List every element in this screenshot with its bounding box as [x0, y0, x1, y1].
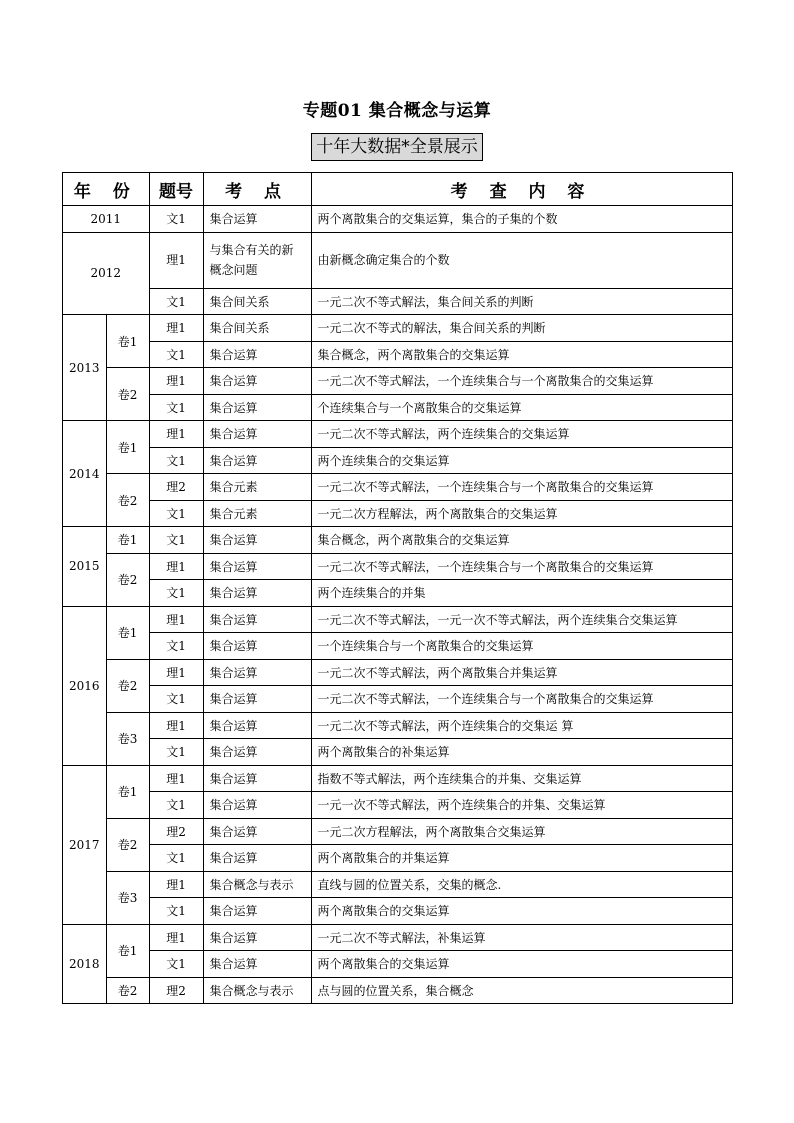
table-row [63, 421, 733, 448]
volume-cell: 卷1 [106, 924, 149, 977]
topic-cell: 集合运算 [203, 765, 311, 792]
table-row [63, 341, 733, 368]
question-cell: 文1 [149, 447, 203, 474]
year-cell: 2015 [63, 527, 107, 607]
table-row [63, 845, 733, 872]
table-row [63, 924, 733, 951]
content-cell: 指数不等式解法，两个连续集合的并集、交集运算 [311, 765, 732, 792]
question-cell: 文1 [149, 527, 203, 554]
table-row [63, 232, 733, 288]
table-row [63, 394, 733, 421]
topic-cell: 集合运算 [203, 633, 311, 660]
content-cell: 一元二次方程解法，两个离散集合交集运算 [311, 818, 732, 845]
topic-cell: 集合运算 [203, 898, 311, 925]
content-cell: 点与圆的位置关系，集合概念 [311, 977, 732, 1004]
topic-cell: 集合概念与表示 [203, 871, 311, 898]
question-cell: 理2 [149, 818, 203, 845]
year-cell: 2016 [63, 606, 107, 765]
topic-cell: 集合运算 [203, 951, 311, 978]
table-row [63, 368, 733, 395]
content-cell: 直线与圆的位置关系，交集的概念. [311, 871, 732, 898]
topic-cell: 集合运算 [203, 527, 311, 554]
content-cell: 一元二次不等式解法，一个连续集合与一个离散集合的交集运算 [311, 368, 732, 395]
table-row [63, 792, 733, 819]
question-cell: 文1 [149, 845, 203, 872]
table-header-row [63, 173, 733, 206]
volume-cell: 卷2 [106, 368, 149, 421]
volume-cell: 卷1 [106, 315, 149, 368]
year-cell: 2012 [63, 232, 150, 315]
topic-cell: 集合运算 [203, 553, 311, 580]
year-cell: 2014 [63, 421, 107, 527]
subtitle-wrap [0, 133, 794, 161]
header-content: 考 查 内 容 [311, 173, 732, 206]
volume-cell: 卷2 [106, 659, 149, 712]
year-cell: 2013 [63, 315, 107, 421]
topic-cell: 集合运算 [203, 818, 311, 845]
question-cell: 理1 [149, 765, 203, 792]
year-cell: 2018 [63, 924, 107, 1004]
table-row [63, 686, 733, 713]
question-cell: 理1 [149, 368, 203, 395]
topic-cell: 集合运算 [203, 924, 311, 951]
content-cell: 一元二次不等式解法，补集运算 [311, 924, 732, 951]
question-cell: 理1 [149, 871, 203, 898]
content-cell: 两个离散集合的并集运算 [311, 845, 732, 872]
question-cell: 文1 [149, 394, 203, 421]
table-row [63, 659, 733, 686]
header-topic: 考 点 [203, 173, 311, 206]
content-cell: 一元二次不等式解法，集合间关系的判断 [311, 288, 732, 315]
volume-cell: 卷1 [106, 606, 149, 659]
question-cell: 理1 [149, 553, 203, 580]
question-cell: 文1 [149, 898, 203, 925]
table-row [63, 474, 733, 501]
question-cell: 理2 [149, 474, 203, 501]
content-cell: 两个离散集合的补集运算 [311, 739, 732, 766]
topic-cell: 集合运算 [203, 845, 311, 872]
topic-cell: 集合运算 [203, 206, 311, 233]
content-cell: 两个连续集合的并集 [311, 580, 732, 607]
content-cell: 一元二次不等式解法，两个连续集合的交集运 算 [311, 712, 732, 739]
year-cell: 2011 [63, 206, 150, 233]
content-cell: 一元二次不等式解法，一个连续集合与一个离散集合的交集运算 [311, 553, 732, 580]
content-cell: 一个连续集合与一个离散集合的交集运算 [311, 633, 732, 660]
content-cell: 一元二次不等式解法，两个离散集合并集运算 [311, 659, 732, 686]
content-cell: 集合概念，两个离散集合的交集运算 [311, 527, 732, 554]
content-cell: 由新概念确定集合的个数 [311, 232, 732, 288]
content-cell: 两个连续集合的交集运算 [311, 447, 732, 474]
table-row [63, 206, 733, 233]
header-year: 年 份 [63, 173, 150, 206]
topic-cell: 集合运算 [203, 447, 311, 474]
content-cell: 一元二次不等式解法，两个连续集合的交集运算 [311, 421, 732, 448]
volume-cell: 卷1 [106, 527, 149, 554]
table-row [63, 633, 733, 660]
question-cell: 理1 [149, 606, 203, 633]
header-question: 题号 [149, 173, 203, 206]
volume-cell: 卷3 [106, 712, 149, 765]
question-cell: 理1 [149, 924, 203, 951]
question-cell: 文1 [149, 686, 203, 713]
table-row [63, 898, 733, 925]
content-cell: 一元二次不等式解法，一元一次不等式解法，两个连续集合交集运算 [311, 606, 732, 633]
table-row [63, 553, 733, 580]
question-cell: 文1 [149, 951, 203, 978]
topic-cell: 集合运算 [203, 659, 311, 686]
topic-cell: 集合运算 [203, 739, 311, 766]
table-row [63, 606, 733, 633]
table-row [63, 977, 733, 1004]
question-cell: 文1 [149, 633, 203, 660]
topic-cell: 集合运算 [203, 606, 311, 633]
content-cell: 一元二次不等式解法，一个连续集合与一个离散集合的交集运算 [311, 686, 732, 713]
content-cell: 一元二次方程解法，两个离散集合的交集运算 [311, 500, 732, 527]
table-row [63, 712, 733, 739]
topic-cell: 集合运算 [203, 580, 311, 607]
question-cell: 文1 [149, 792, 203, 819]
topic-cell: 集合运算 [203, 341, 311, 368]
content-cell: 个连续集合与一个离散集合的交集运算 [311, 394, 732, 421]
subtitle-box: 十年大数据*全景展示 [311, 133, 483, 161]
question-cell: 理2 [149, 977, 203, 1004]
content-cell: 两个离散集合的交集运算，集合的子集的个数 [311, 206, 732, 233]
volume-cell: 卷2 [106, 553, 149, 606]
question-cell: 文1 [149, 206, 203, 233]
table-row [63, 765, 733, 792]
exam-table [62, 172, 733, 1004]
question-cell: 文1 [149, 739, 203, 766]
topic-cell: 集合概念与表示 [203, 977, 311, 1004]
table-row [63, 447, 733, 474]
topic-cell: 集合运算 [203, 686, 311, 713]
volume-cell: 卷1 [106, 765, 149, 818]
document-title: 专题01 集合概念与运算 [302, 101, 492, 121]
table-row [63, 315, 733, 342]
topic-cell: 与集合有关的新概念问题 [203, 232, 311, 288]
table-row [63, 951, 733, 978]
topic-cell: 集合运算 [203, 421, 311, 448]
topic-cell: 集合运算 [203, 368, 311, 395]
topic-cell: 集合元素 [203, 474, 311, 501]
content-cell: 集合概念，两个离散集合的交集运算 [311, 341, 732, 368]
content-cell: 两个离散集合的交集运算 [311, 898, 732, 925]
volume-cell: 卷2 [106, 818, 149, 871]
question-cell: 文1 [149, 341, 203, 368]
content-cell: 两个离散集合的交集运算 [311, 951, 732, 978]
year-cell: 2017 [63, 765, 107, 924]
table-row [63, 288, 733, 315]
topic-cell: 集合运算 [203, 712, 311, 739]
question-cell: 理1 [149, 315, 203, 342]
topic-cell: 集合运算 [203, 792, 311, 819]
topic-cell: 集合间关系 [203, 288, 311, 315]
content-cell: 一元一次不等式解法，两个连续集合的并集、交集运算 [311, 792, 732, 819]
table-row [63, 871, 733, 898]
volume-cell: 卷2 [106, 977, 149, 1004]
volume-cell: 卷3 [106, 871, 149, 924]
question-cell: 文1 [149, 500, 203, 527]
content-cell: 一元二次不等式的解法，集合间关系的判断 [311, 315, 732, 342]
table-row [63, 818, 733, 845]
table-row [63, 527, 733, 554]
question-cell: 文1 [149, 288, 203, 315]
question-cell: 理1 [149, 659, 203, 686]
table-row [63, 739, 733, 766]
topic-cell: 集合元素 [203, 500, 311, 527]
question-cell: 理1 [149, 421, 203, 448]
table-row [63, 580, 733, 607]
volume-cell: 卷1 [106, 421, 149, 474]
table-row [63, 500, 733, 527]
content-cell: 一元二次不等式解法，一个连续集合与一个离散集合的交集运算 [311, 474, 732, 501]
question-cell: 理1 [149, 232, 203, 288]
question-cell: 理1 [149, 712, 203, 739]
topic-cell: 集合运算 [203, 394, 311, 421]
volume-cell: 卷2 [106, 474, 149, 527]
topic-cell: 集合间关系 [203, 315, 311, 342]
question-cell: 文1 [149, 580, 203, 607]
